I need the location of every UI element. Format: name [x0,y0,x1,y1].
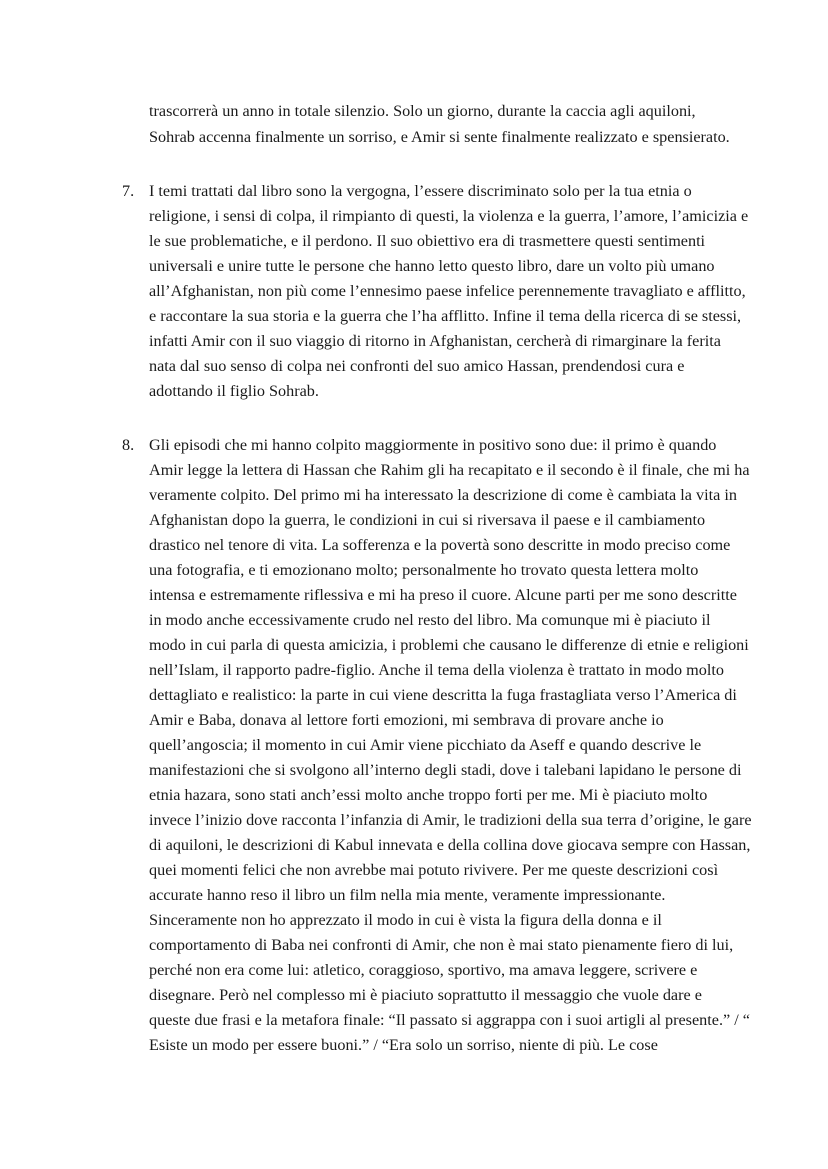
item-8-line: disegnare. Però nel complesso mi è piaciuto soprattutto il messaggio che vuole dare e [149,986,702,1004]
intro-line: Sohrab accenna finalmente un sorriso, e Amir si sente finalmente realizzato e spensierato. [149,128,730,146]
item-7-line: e raccontare la sua storia e la guerra che l’ha afflitto. Infine il tema della ricerca di se stessi, [149,307,742,325]
item-7-line: I temi trattati dal libro sono la vergogna, l’essere discriminato solo per la tua etnia o [149,182,692,200]
item-8-line: invece l’inizio dove racconta l’infanzia di Amir, le tradizioni della sua terra d’origine, le gare [149,811,752,829]
item-8-line: intensa e estremamente riflessiva e mi ha preso il cuore. Alcune parti per me sono descritte [149,586,737,604]
item-8-line: una fotografia, e ti emozionano molto; personalmente ho trovato questa lettera molto [149,561,699,579]
item-8-line: queste due frasi e la metafora finale: “Il passato si aggrappa con i suoi artigli al presente.” / “ [149,1011,750,1029]
item-8-line: comportamento di Baba nei confronti di Amir, che non è mai stato pienamente fiero di lui, [149,936,734,954]
item-8-line: Amir e Baba, donava al lettore forti emozioni, mi sembrava di provare anche io [149,711,664,729]
item-8-line: di aquiloni, le descrizioni di Kabul innevata e della collina dove giocava sempre con Hassan, [149,836,751,854]
item-8-line: Amir legge la lettera di Hassan che Rahim gli ha recapitato e il secondo è il finale, che mi ha [149,461,750,479]
item-7-line: adottando il figlio Sohrab. [149,382,319,400]
item-8-line: quell’angoscia; il momento in cui Amir viene picchiato da Aseff e quando descrive le [149,736,702,754]
item-7-line: le sue problematiche, e il perdono. Il suo obiettivo era di trasmettere questi sentimenti [149,232,706,250]
intro-line: trascorrerà un anno in totale silenzio. Solo un giorno, durante la caccia agli aquiloni, [149,102,696,120]
item-7-line: infatti Amir con il suo viaggio di ritorno in Afghanistan, cercherà di rimarginare la ferita [149,332,721,350]
item-8-line: accurate hanno reso il libro un film nella mia mente, veramente impressionante. [149,886,666,904]
item-8-line: etnia hazara, sono stati anch’essi molto anche troppo forti per me. Mi è piaciuto molto [149,786,708,804]
item-7-line: religione, i sensi di colpa, il rimpianto di questi, la violenza e la guerra, l’amore, l’amicizia e [149,207,749,225]
item-8-line: dettagliato e realistico: la parte in cui viene descritta la fuga frastagliata verso l’America di [149,686,737,704]
item-8-line: Esiste un modo per essere buoni.” / “Era solo un sorriso, niente di più. Le cose [149,1036,658,1054]
item-8-line: perché non era come lui: atletico, coraggioso, sportivo, ma amava leggere, scrivere e [149,961,698,979]
item-8-line: Sinceramente non ho apprezzato il modo in cui è vista la figura della donna e il [149,911,662,929]
item-8-line: drastico nel tenore di vita. La sofferenza e la povertà sono descritte in modo preciso come [149,536,731,554]
item-8-line: quei momenti felici che non avrebbe mai potuto rivivere. Per me queste descrizioni così [149,861,719,879]
item-8-line: veramente colpito. Del primo mi ha interessato la descrizione di come è cambiata la vita in [149,486,737,504]
item-7-line: all’Afghanistan, non più come l’ennesimo paese infelice perennemente travagliato e afflitto, [149,282,746,300]
item-8-line: modo in cui parla di questa amicizia, i problemi che causano le differenze di etnie e religioni [149,636,749,654]
item-8-line: nell’Islam, il rapporto padre-figlio. Anche il tema della violenza è trattato in modo molto [149,661,724,679]
item-7-number: 7. [122,182,135,200]
item-8-line: in modo anche eccessivamente crudo nel resto del libro. Ma comunque mi è piaciuto il [149,611,711,629]
item-8-number: 8. [122,436,135,454]
item-8-line: Afghanistan dopo la guerra, le condizioni in cui si riversava il paese e il cambiamento [149,511,706,529]
item-7-line: nata dal suo senso di colpa nei confronti del suo amico Hassan, prendendosi cura e [149,357,685,375]
item-8-line: manifestazioni che si svolgono all’interno degli stadi, dove i talebani lapidano le persone di [149,761,742,779]
item-8-line: Gli episodi che mi hanno colpito maggiormente in positivo sono due: il primo è quando [149,436,717,454]
item-7-line: universali e unire tutte le persone che hanno letto questo libro, dare un volto più umano [149,257,715,275]
